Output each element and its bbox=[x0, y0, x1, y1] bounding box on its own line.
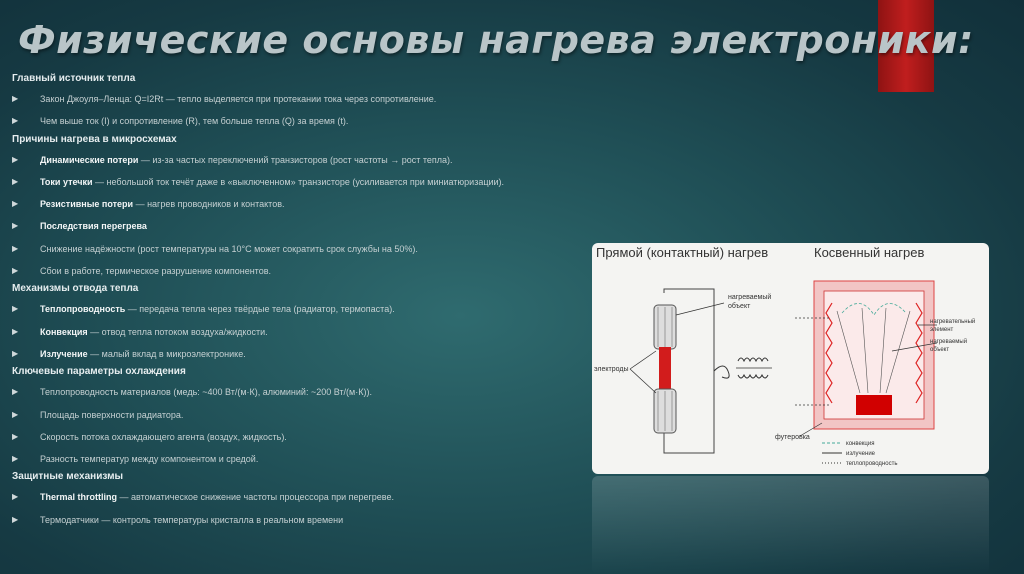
bullet-text bbox=[40, 404, 183, 426]
bullet-description: — малый вклад в микроэлектронике. bbox=[87, 348, 246, 359]
transformer-symbol bbox=[714, 366, 729, 378]
bullet-arrow-icon: ▶ bbox=[12, 492, 19, 502]
heated-object-right bbox=[856, 395, 892, 415]
bullet-text bbox=[40, 88, 436, 110]
bullet-arrow-icon: ▶ bbox=[12, 304, 19, 314]
diagram-reflection bbox=[592, 476, 989, 574]
bullet-text bbox=[40, 509, 343, 531]
bullet-description: — нагрев проводников и контактов. bbox=[133, 199, 285, 210]
bullet-text bbox=[40, 238, 418, 260]
bullet-description: Сбои в работе, термическое разрушение компонентов. bbox=[40, 266, 271, 277]
label-object-right-line1: нагреваемый bbox=[930, 339, 968, 345]
bullet-item bbox=[12, 88, 592, 110]
bullet-description: Закон Джоуля–Ленца: Q=I2Rt — тепло выделяется при протекании тока через сопротивление. bbox=[40, 94, 437, 104]
bullet-description: Скорость потока охлаждающего агента (воздух, жидкость). bbox=[40, 431, 287, 442]
bullet-item bbox=[12, 509, 592, 531]
bullet-arrow-icon: ▶ bbox=[12, 514, 19, 524]
bullet-text bbox=[40, 381, 372, 403]
section bbox=[12, 282, 592, 365]
bullet-item bbox=[12, 260, 592, 282]
label-object-line2: объект bbox=[728, 303, 751, 310]
bullet-description: — отвод тепла потоком воздуха/жидкости. bbox=[87, 326, 268, 337]
diagram-legend bbox=[822, 441, 897, 467]
bullet-arrow-icon: ▶ bbox=[12, 176, 19, 186]
diagram-title-indirect: Косвенный нагрев bbox=[814, 245, 925, 260]
section bbox=[12, 365, 592, 470]
bullet-arrow-icon: ▶ bbox=[12, 154, 19, 164]
legend-convection: конвекция bbox=[846, 441, 875, 447]
bullet-description: Чем выше ток (I) и сопротивление (R), тем больше тепла (Q) за время (t). bbox=[40, 116, 349, 127]
bullet-arrow-icon: ▶ bbox=[12, 266, 19, 276]
bullet-arrow-icon: ▶ bbox=[12, 116, 19, 126]
bullet-item bbox=[12, 404, 592, 426]
label-heating-element-line2: элемент bbox=[930, 327, 954, 333]
bullet-description: — автоматическое снижение частоты процессора при перегреве. bbox=[117, 492, 394, 503]
bullet-arrow-icon: ▶ bbox=[12, 348, 19, 358]
bullet-text bbox=[40, 321, 268, 343]
bullet-arrow-icon: ▶ bbox=[12, 221, 19, 231]
bullet-text bbox=[40, 171, 504, 193]
bullet-text bbox=[40, 426, 287, 448]
section-heading: Главный источник тепла bbox=[12, 73, 136, 84]
bullet-arrow-icon: ▶ bbox=[12, 243, 19, 253]
bullet-description: Термодатчики — контроль температуры кристалла в реальном времени bbox=[40, 514, 344, 525]
section bbox=[12, 72, 592, 133]
bullet-description: — небольшой ток течёт даже в «выключенном» транзисторе (усиливается при миниатюризации). bbox=[92, 176, 505, 187]
heating-diagram-svg bbox=[592, 243, 989, 474]
section bbox=[12, 470, 592, 531]
bullet-text bbox=[40, 149, 453, 171]
bullet-arrow-icon: ▶ bbox=[12, 94, 19, 103]
bullet-item bbox=[12, 171, 592, 193]
bullet-description: — передача тепла через твёрдые тела (радиатор, термопаста). bbox=[125, 304, 395, 315]
slide-content bbox=[12, 72, 592, 531]
heating-diagram bbox=[592, 243, 989, 474]
indirect-heating-scheme bbox=[775, 281, 975, 441]
bullet-description: Площадь поверхности радиатора. bbox=[40, 409, 184, 420]
bullet-text bbox=[40, 215, 147, 237]
label-object-right-line2: объект bbox=[930, 347, 950, 353]
bullet-arrow-icon: ▶ bbox=[12, 387, 19, 397]
section-heading: Ключевые параметры охлаждения bbox=[12, 366, 186, 378]
diagram-title-direct: Прямой (контактный) нагрев bbox=[596, 245, 769, 260]
bullet-item bbox=[12, 193, 592, 215]
bullet-description: Разность температур между компонентом и средой. bbox=[40, 454, 259, 465]
label-object-line1: нагреваемый bbox=[728, 294, 772, 301]
slide-title: Физические основы нагрева электроники: bbox=[18, 18, 974, 62]
bullet-arrow-icon: ▶ bbox=[12, 454, 19, 464]
bullet-term: Излучение bbox=[40, 348, 88, 359]
label-lining: футеровка bbox=[775, 434, 810, 441]
section-heading: Причины нагрева в микросхемах bbox=[12, 133, 177, 145]
bullet-description: — из-за частых переключений транзисторов (рост частоты → рост тепла). bbox=[138, 154, 453, 165]
bullet-item bbox=[12, 381, 592, 403]
bullet-description: Теплопроводность материалов (медь: ~400 Вт/(м·К), алюминий: ~200 Вт/(м·К)). bbox=[40, 387, 372, 398]
legend-conduction: теплопроводность bbox=[846, 461, 898, 467]
bullet-text bbox=[40, 193, 284, 215]
bullet-item bbox=[12, 110, 592, 132]
section-heading: Механизмы отвода тепла bbox=[12, 283, 139, 295]
bullet-item bbox=[12, 298, 592, 320]
bullet-term: Конвекция bbox=[40, 326, 88, 337]
bullet-arrow-icon: ▶ bbox=[12, 199, 19, 209]
bullet-text bbox=[40, 343, 246, 365]
bullet-term: Теплопроводность bbox=[40, 304, 126, 315]
bullet-arrow-icon: ▶ bbox=[12, 409, 19, 419]
label-heating-element-line1: нагревательный bbox=[930, 319, 976, 325]
bullet-item bbox=[12, 426, 592, 448]
bullet-arrow-icon: ▶ bbox=[12, 431, 19, 441]
bullet-item bbox=[12, 486, 592, 508]
bullet-item bbox=[12, 215, 592, 237]
bullet-item bbox=[12, 149, 592, 171]
bullet-text bbox=[40, 260, 271, 282]
bullet-item bbox=[12, 448, 592, 470]
bullet-term: Резистивные потери bbox=[40, 199, 134, 210]
bullet-item bbox=[12, 321, 592, 343]
direct-heating-scheme bbox=[594, 289, 772, 453]
bullet-item bbox=[12, 343, 592, 365]
bullet-item bbox=[12, 238, 592, 260]
legend-radiation: излучение bbox=[846, 451, 876, 457]
section-heading: Защитные механизмы bbox=[12, 471, 124, 483]
bullet-term: Последствия перегрева bbox=[40, 221, 147, 232]
bullet-term: Динамические потери bbox=[40, 154, 139, 165]
bullet-text bbox=[40, 448, 258, 470]
label-electrodes: электроды bbox=[594, 366, 629, 373]
bullet-text bbox=[40, 298, 395, 320]
bullet-text bbox=[40, 110, 348, 132]
heated-rod bbox=[659, 347, 671, 393]
section bbox=[12, 133, 592, 283]
bullet-term: Токи утечки bbox=[40, 176, 93, 187]
bullet-text bbox=[40, 486, 394, 508]
bullet-arrow-icon: ▶ bbox=[12, 326, 19, 336]
bullet-term: Thermal throttling bbox=[40, 492, 117, 503]
bullet-description: Снижение надёжности (рост температуры на 10°C может сократить срок службы на 50%). bbox=[40, 243, 418, 254]
